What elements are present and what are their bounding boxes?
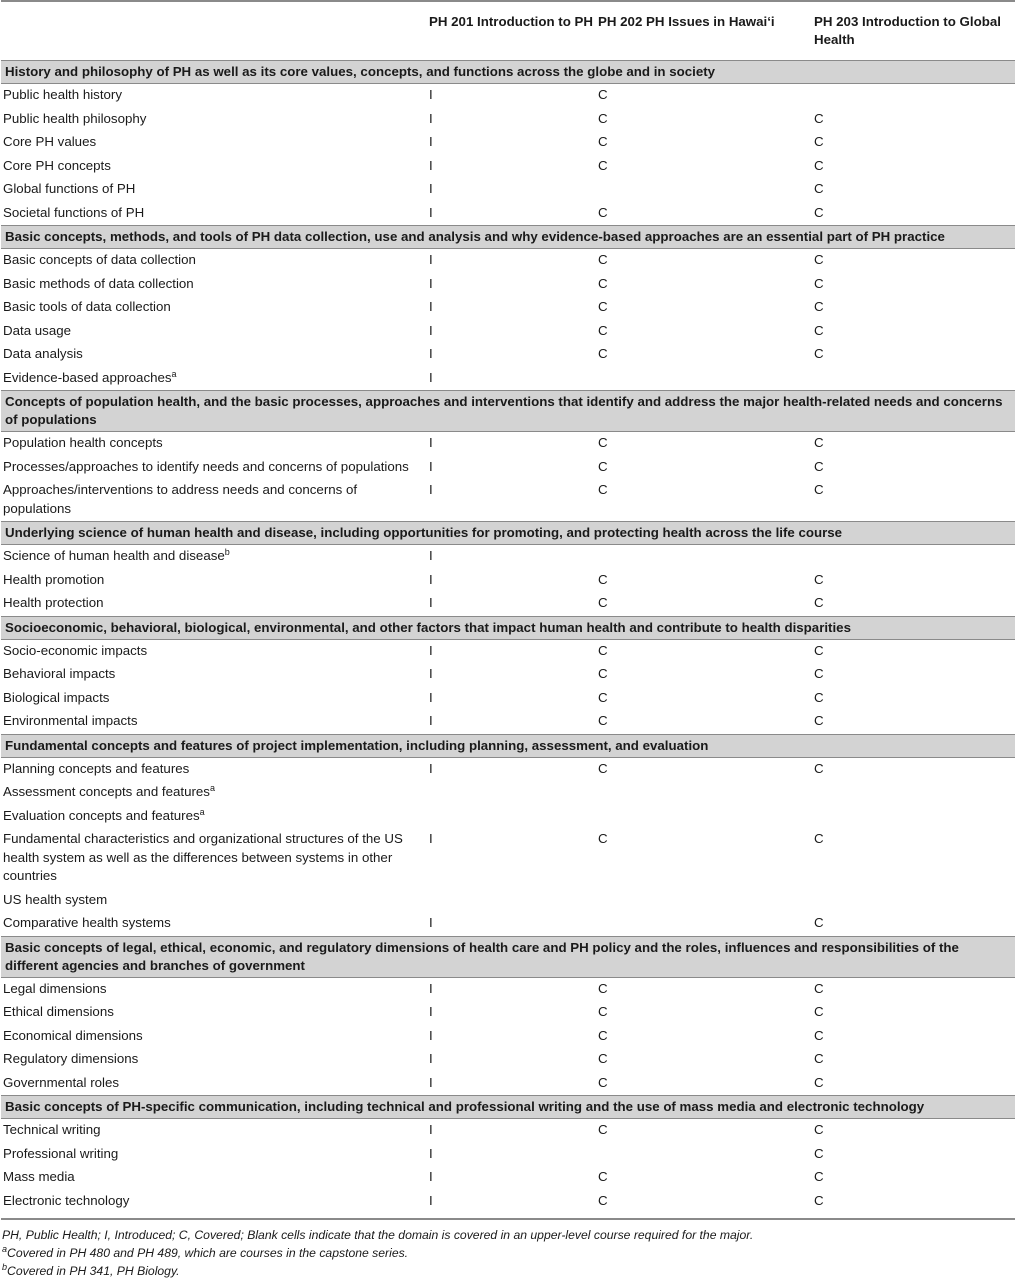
row-label: Environmental impacts xyxy=(3,713,138,728)
cell-value: C xyxy=(598,1004,608,1019)
cell-value: C xyxy=(598,689,608,705)
cell-value: C xyxy=(814,1145,824,1161)
row-label-cell xyxy=(1,977,425,1001)
cell-value: C xyxy=(814,204,824,220)
row-label-cell xyxy=(1,1190,425,1219)
row-label: Population health concepts xyxy=(3,435,163,450)
table-header xyxy=(1,1,1015,61)
footnote-a xyxy=(2,1244,1016,1262)
footnote-marker: a xyxy=(199,806,205,817)
table-body xyxy=(1,61,1015,1219)
footnote-marker: a xyxy=(209,783,215,793)
row-label: Governmental roles xyxy=(3,1074,120,1090)
table-row xyxy=(1,1143,1015,1167)
row-label-cell xyxy=(1,912,425,936)
table-row xyxy=(1,131,1015,155)
cell-value: C xyxy=(598,458,608,474)
row-label-cell xyxy=(1,781,425,805)
cell-value: C xyxy=(814,252,824,267)
table-row xyxy=(1,639,1015,663)
row-label-cell xyxy=(1,757,425,781)
cell-value: I xyxy=(429,299,433,314)
cell-value: I xyxy=(429,181,433,196)
section-header-row xyxy=(1,936,1015,977)
row-label: Evidence-based approaches xyxy=(3,369,172,385)
cell-value: C xyxy=(814,689,824,705)
row-label: Behavioral impacts xyxy=(3,666,116,681)
section-header-row xyxy=(1,226,1015,249)
row-label: Technical writing xyxy=(3,1122,101,1137)
table-row xyxy=(1,456,1015,480)
cell-value xyxy=(594,889,810,913)
section-title: Underlying science of human health and disease, including opportunities for promoting, and protecting health across the life course xyxy=(1,522,1015,545)
cell-value: C xyxy=(814,1027,824,1043)
section-header-row xyxy=(1,1096,1015,1119)
table-row xyxy=(1,1025,1015,1049)
row-label-cell xyxy=(1,687,425,711)
table-row xyxy=(1,1072,1015,1096)
cell-value: C xyxy=(598,666,608,681)
cell-value xyxy=(810,84,1015,108)
table-row xyxy=(1,155,1015,179)
cell-value: I xyxy=(429,1074,433,1090)
row-label: Ethical dimensions xyxy=(3,1004,114,1019)
row-label: Health promotion xyxy=(3,571,105,587)
row-label-cell xyxy=(1,1025,425,1049)
cell-value: C xyxy=(598,299,608,314)
cell-value: I xyxy=(429,831,433,846)
cell-value: C xyxy=(814,435,824,450)
table-row xyxy=(1,687,1015,711)
cell-value: C xyxy=(598,346,608,361)
row-label-cell xyxy=(1,84,425,108)
table-row xyxy=(1,249,1015,273)
row-label: Science of human health and disease xyxy=(3,548,225,563)
row-label: Societal functions of PH xyxy=(3,204,145,220)
row-label: Core PH concepts xyxy=(3,157,111,173)
cell-value: C xyxy=(598,322,608,338)
cell-value xyxy=(810,805,1015,829)
cell-value: C xyxy=(814,110,824,126)
table-row xyxy=(1,781,1015,805)
row-label-cell xyxy=(1,178,425,202)
section-header-row xyxy=(1,391,1015,432)
cell-value: C xyxy=(814,482,824,497)
footnote-b xyxy=(2,1262,1016,1280)
cell-value: I xyxy=(429,1122,433,1137)
table-row xyxy=(1,202,1015,226)
cell-value: C xyxy=(598,1027,608,1043)
row-label: Core PH values xyxy=(3,134,97,149)
cell-value: C xyxy=(598,1169,608,1184)
cell-value xyxy=(810,889,1015,913)
row-label-cell xyxy=(1,296,425,320)
cell-value: I xyxy=(429,1192,433,1208)
footnote-a-marker: a xyxy=(2,1244,8,1254)
section-title: Fundamental concepts and features of project implementation, including planning, assessment, and evaluation xyxy=(1,734,1015,757)
section-header-row xyxy=(1,616,1015,639)
row-label: Data usage xyxy=(3,322,72,338)
table-row xyxy=(1,108,1015,132)
cell-value: C xyxy=(598,87,608,102)
cell-value xyxy=(594,805,810,829)
row-label-cell xyxy=(1,155,425,179)
table-row xyxy=(1,273,1015,297)
cell-value: I xyxy=(429,369,433,385)
row-label: Regulatory dimensions xyxy=(3,1051,139,1066)
table-row xyxy=(1,1190,1015,1219)
cell-value: I xyxy=(429,134,433,149)
cell-value: I xyxy=(429,666,433,681)
table-row xyxy=(1,343,1015,367)
cell-value: C xyxy=(814,157,824,173)
footnote-marker: b xyxy=(224,547,230,557)
cell-value: C xyxy=(814,299,824,314)
cell-value: C xyxy=(598,252,608,267)
cell-value: C xyxy=(598,157,608,173)
cell-value: C xyxy=(598,831,608,846)
row-label: Global functions of PH xyxy=(3,181,136,196)
footnotes xyxy=(0,1226,1016,1280)
section-title: History and philosophy of PH as well as its core values, concepts, and functions across the globe and in society xyxy=(1,61,1015,84)
cell-value: C xyxy=(598,435,608,450)
row-label: Basic tools of data collection xyxy=(3,299,171,314)
cell-value xyxy=(425,781,594,805)
cell-value: C xyxy=(814,458,824,474)
row-label: Public health philosophy xyxy=(3,110,147,126)
row-label: Basic methods of data collection xyxy=(3,275,194,291)
cell-value: I xyxy=(429,204,433,220)
row-label: Public health history xyxy=(3,87,122,102)
cell-value: C xyxy=(598,642,608,658)
table-row xyxy=(1,320,1015,344)
row-label: Economical dimensions xyxy=(3,1027,143,1043)
cell-value: C xyxy=(814,1051,824,1066)
cell-value: I xyxy=(429,760,433,776)
cell-value xyxy=(425,805,594,829)
table-row xyxy=(1,757,1015,781)
table-row xyxy=(1,296,1015,320)
row-label-cell xyxy=(1,1072,425,1096)
cell-value: I xyxy=(429,1169,433,1184)
row-label: Health protection xyxy=(3,595,104,610)
table-row xyxy=(1,977,1015,1001)
row-label: Professional writing xyxy=(3,1145,119,1161)
table-row xyxy=(1,828,1015,889)
section-header-row xyxy=(1,61,1015,84)
cell-value: C xyxy=(598,110,608,126)
table-row xyxy=(1,663,1015,687)
row-label-cell xyxy=(1,479,425,522)
section-title: Basic concepts of PH-specific communication, including technical and professional writing and the use of mass media and electronic technology xyxy=(1,1096,1015,1119)
section-title: Basic concepts of legal, ethical, economic, and regulatory dimensions of health care and PH policy and the roles, influences and responsibilities of the different agencies and branches of government xyxy=(1,936,1015,977)
row-label-cell xyxy=(1,569,425,593)
row-label: Assessment concepts and features xyxy=(3,784,210,799)
table-row xyxy=(1,1166,1015,1190)
row-label-cell xyxy=(1,889,425,913)
cell-value: C xyxy=(814,831,824,846)
table-row xyxy=(1,592,1015,616)
row-label-cell xyxy=(1,1119,425,1143)
row-label-cell xyxy=(1,639,425,663)
row-label: Legal dimensions xyxy=(3,980,107,996)
row-label: Mass media xyxy=(3,1169,75,1184)
section-header-row xyxy=(1,522,1015,545)
table-row xyxy=(1,710,1015,734)
row-label-cell xyxy=(1,131,425,155)
cell-value: C xyxy=(598,760,608,776)
table-row xyxy=(1,1048,1015,1072)
cell-value: C xyxy=(814,275,824,291)
footnote-marker: a xyxy=(171,368,177,379)
table-row xyxy=(1,479,1015,522)
table-row xyxy=(1,367,1015,391)
row-label: Evaluation concepts and features xyxy=(3,807,200,823)
row-label-cell xyxy=(1,320,425,344)
cell-value xyxy=(810,367,1015,391)
cell-value xyxy=(594,781,810,805)
row-label-cell xyxy=(1,828,425,889)
row-label-cell xyxy=(1,343,425,367)
cell-value: C xyxy=(598,134,608,149)
cell-value: I xyxy=(429,252,433,267)
cell-value: C xyxy=(598,1051,608,1066)
footnote-a-text: Covered in PH 480 and PH 489, which are courses in the capstone series. xyxy=(7,1246,409,1260)
cell-value: I xyxy=(429,1004,433,1019)
row-label-cell xyxy=(1,108,425,132)
row-label-cell xyxy=(1,805,425,829)
cell-value: C xyxy=(598,980,608,996)
row-label-cell xyxy=(1,202,425,226)
row-label-cell xyxy=(1,663,425,687)
cell-value: C xyxy=(598,571,608,587)
table-row xyxy=(1,1119,1015,1143)
table-row xyxy=(1,912,1015,936)
row-label-cell xyxy=(1,1001,425,1025)
table-row xyxy=(1,178,1015,202)
cell-value: I xyxy=(429,571,433,587)
cell-value: I xyxy=(429,548,433,563)
table-row xyxy=(1,432,1015,456)
row-label: Processes/approaches to identify needs and concerns of populations xyxy=(3,458,409,474)
section-header-row xyxy=(1,734,1015,757)
cell-value: C xyxy=(814,713,824,728)
cell-value: I xyxy=(429,482,433,497)
cell-value: I xyxy=(429,980,433,996)
cell-value xyxy=(594,545,810,569)
table-row xyxy=(1,84,1015,108)
row-label-cell xyxy=(1,1166,425,1190)
row-label-cell xyxy=(1,592,425,616)
cell-value: C xyxy=(814,181,824,196)
row-label-cell xyxy=(1,1143,425,1167)
row-label-cell xyxy=(1,367,425,391)
cell-value: C xyxy=(814,1192,824,1208)
section-title: Concepts of population health, and the basic processes, approaches and interventions that identify and address the major health-related needs and concerns of populations xyxy=(1,391,1015,432)
cell-value: C xyxy=(814,760,824,776)
cell-value: C xyxy=(814,666,824,681)
curriculum-table xyxy=(1,0,1015,1218)
cell-value: C xyxy=(598,1192,608,1208)
section-title: Socioeconomic, behavioral, biological, environmental, and other factors that impact human health and contribute to health disparities xyxy=(1,616,1015,639)
cell-value: I xyxy=(429,87,433,102)
cell-value: C xyxy=(814,1004,824,1019)
cell-value: C xyxy=(814,134,824,149)
table-row xyxy=(1,805,1015,829)
row-label: US health system xyxy=(3,891,108,907)
cell-value: I xyxy=(429,322,433,338)
row-label: Socio-economic impacts xyxy=(3,642,148,658)
table-row xyxy=(1,889,1015,913)
cell-value: I xyxy=(429,110,433,126)
cell-value: C xyxy=(814,322,824,338)
cell-value: C xyxy=(598,482,608,497)
row-label: Approaches/interventions to address needs and concerns of populations xyxy=(3,482,358,516)
cell-value: C xyxy=(814,571,824,587)
row-label: Data analysis xyxy=(3,346,83,361)
cell-value: I xyxy=(429,689,433,705)
header-ph203: PH 203 Introduction to Global Health xyxy=(810,1,1015,61)
cell-value: I xyxy=(429,435,433,450)
cell-value: C xyxy=(814,915,824,930)
header-row xyxy=(1,1,1015,61)
cell-value: C xyxy=(598,204,608,220)
row-label-cell xyxy=(1,456,425,480)
cell-value: C xyxy=(814,595,824,610)
table-row xyxy=(1,1001,1015,1025)
table-row xyxy=(1,545,1015,569)
cell-value xyxy=(594,178,810,202)
cell-value: C xyxy=(598,713,608,728)
cell-value: C xyxy=(814,1074,824,1090)
section-title: Basic concepts, methods, and tools of PH data collection, use and analysis and why evidence-based approaches are an essential part of PH practice xyxy=(1,226,1015,249)
row-label: Basic concepts of data collection xyxy=(3,252,196,267)
cell-value xyxy=(594,912,810,936)
cell-value: I xyxy=(429,595,433,610)
cell-value xyxy=(594,1143,810,1167)
cell-value: I xyxy=(429,275,433,291)
row-label: Comparative health systems xyxy=(3,915,171,930)
cell-value xyxy=(425,889,594,913)
table-row xyxy=(1,569,1015,593)
footnote-b-marker: b xyxy=(2,1262,8,1272)
cell-value: I xyxy=(429,1027,433,1043)
cell-value: I xyxy=(429,1051,433,1066)
cell-value: I xyxy=(429,915,433,930)
header-ph201: PH 201 Introduction to PH xyxy=(425,1,594,61)
cell-value xyxy=(810,545,1015,569)
cell-value: I xyxy=(429,1145,433,1161)
cell-value xyxy=(594,367,810,391)
footnote-abbreviations: PH, Public Health; I, Introduced; C, Covered; Blank cells indicate that the domain is covered in an upper-level course required for the major. xyxy=(2,1228,754,1242)
row-label-cell xyxy=(1,545,425,569)
row-label-cell xyxy=(1,432,425,456)
row-label-cell xyxy=(1,273,425,297)
cell-value: C xyxy=(598,275,608,291)
cell-value: C xyxy=(814,642,824,658)
cell-value xyxy=(810,781,1015,805)
row-label: Planning concepts and features xyxy=(3,760,190,776)
cell-value: I xyxy=(429,157,433,173)
cell-value: I xyxy=(429,713,433,728)
cell-value: C xyxy=(814,1169,824,1184)
cell-value: C xyxy=(598,595,608,610)
header-blank xyxy=(1,1,425,61)
cell-value: I xyxy=(429,458,433,474)
row-label: Fundamental characteristics and organizational structures of the US health system as well as the differences between systems in other countries xyxy=(3,831,403,883)
table-bottom-rule xyxy=(1,1218,1015,1220)
cell-value: C xyxy=(814,1122,824,1137)
cell-value: C xyxy=(814,980,824,996)
row-label: Electronic technology xyxy=(3,1192,130,1208)
row-label-cell xyxy=(1,710,425,734)
header-ph202: PH 202 PH Issues in Hawai‘i xyxy=(594,1,810,61)
cell-value: C xyxy=(814,346,824,361)
cell-value: I xyxy=(429,642,433,658)
row-label-cell xyxy=(1,249,425,273)
row-label: Biological impacts xyxy=(3,689,110,705)
footnote-b-text: Covered in PH 341, PH Biology. xyxy=(7,1264,180,1278)
cell-value: C xyxy=(598,1074,608,1090)
row-label-cell xyxy=(1,1048,425,1072)
cell-value: I xyxy=(429,346,433,361)
cell-value: C xyxy=(598,1122,608,1137)
